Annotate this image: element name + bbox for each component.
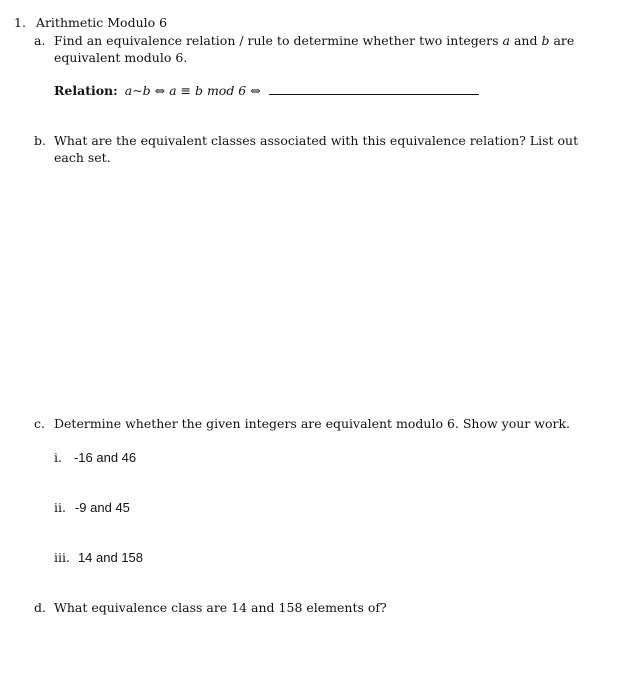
question-1-header [14, 14, 167, 31]
part-a-and: and [510, 33, 542, 48]
part-c-item-ii [54, 499, 130, 516]
question-number: 1. [14, 15, 26, 30]
variable-b: b [541, 33, 550, 48]
part-a-line-1 [54, 32, 574, 49]
part-d-marker: d. [34, 600, 46, 615]
part-c-item-i [54, 449, 136, 466]
item-marker: i. [54, 450, 62, 465]
part-a-marker: a. [34, 33, 46, 48]
variable-a: a [502, 33, 510, 48]
item-text: 14 and 158 [77, 550, 144, 565]
item-marker: ii. [54, 500, 66, 515]
item-text: -16 and 46 [73, 450, 137, 465]
relation-label: Relation: [54, 83, 118, 98]
part-d-text: What equivalence class are 14 and 158 elements of? [54, 600, 387, 615]
part-a-line-2: equivalent modulo 6. [54, 50, 188, 65]
relation-math: a~b ⇔ a ≡ b mod 6 ⇔ [124, 83, 261, 98]
relation-answer-blank[interactable] [269, 82, 479, 95]
part-b-line-1: What are the equivalent classes associated with this equivalence relation? List out [54, 133, 579, 148]
part-c-item-iii [54, 549, 143, 566]
part-c-text: Determine whether the given integers are equivalent modulo 6. Show your work. [54, 416, 570, 431]
item-text: -9 and 45 [74, 500, 130, 515]
part-a-text-end: are [549, 33, 575, 48]
question-title: Arithmetic Modulo 6 [35, 15, 168, 30]
item-marker: iii. [54, 550, 70, 565]
relation-line [54, 82, 479, 99]
part-b-marker: b. [34, 133, 46, 148]
part-a-text: Find an equivalence relation / rule to determine whether two integers [54, 33, 503, 48]
part-c-marker: c. [34, 416, 45, 431]
part-b-line-2: each set. [54, 150, 111, 165]
